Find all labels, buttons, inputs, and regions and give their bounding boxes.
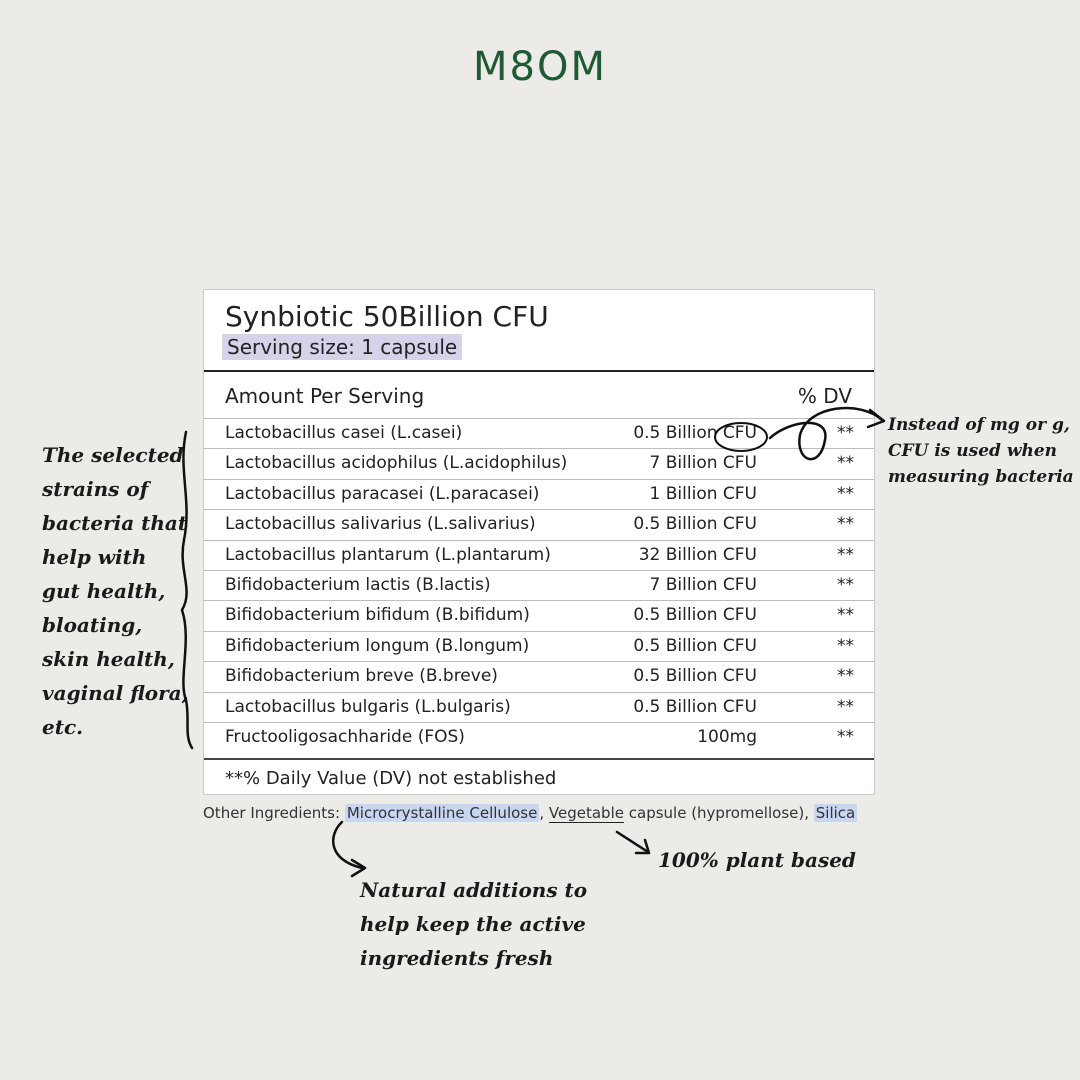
serving-size: Serving size: 1 capsule [222,334,462,360]
ingredient-name: Lactobacillus casei (L.casei) [225,423,463,443]
brace-icon [182,432,192,748]
annotation-line: ingredients fresh [360,946,554,970]
annotation-line: vaginal flora, [42,681,189,705]
annotation-line: gut health, [42,579,166,603]
annotation-plant-based: 100% plant based [658,848,856,872]
ingredient-separator: , [539,804,545,822]
ingredient-name: Lactobacillus bulgaris (L.bulgaris) [225,696,511,717]
annotation-line: Natural additions to [360,878,588,902]
ingredient-amount: 0.5 Billion CFU [633,696,757,717]
ingredient-name: Lactobacillus paracasei (L.paracasei) [225,483,540,504]
ingredient-name: Bifidobacterium longum (B.longum) [225,635,530,656]
annotation-line: etc. [42,715,84,739]
ingredient-capsule: capsule (hypromellose), [623,804,809,822]
ingredient-dv: ** [837,544,854,565]
annotation-line: help with [42,545,147,569]
product-title: Synbiotic 50Billion CFU [225,300,549,333]
ingredient-name: Bifidobacterium bifidum (B.bifidum) [225,605,530,626]
ingredient-amount: 0.5 Billion CFU [633,605,757,626]
curved-arrow-icon [333,822,362,868]
circle-mark-icon [715,423,767,451]
annotation-line: bloating, [42,613,143,637]
ingredient-dv: ** [837,696,854,717]
ingredient-amount: 1 Billion CFU [649,483,757,504]
ingredient-dv: ** [837,453,854,474]
amount-per-serving-header: Amount Per Serving [225,384,425,408]
annotation-line: Instead of mg or g, [888,415,1070,435]
dv-header: % DV [797,384,852,408]
ingredient-amount: 0.5 Billion CFU [633,514,757,535]
ingredient-name: Lactobacillus salivarius (L.salivarius) [225,514,536,535]
ingredient-dv: ** [837,605,854,626]
ingredient-amount: 7 Billion CFU [649,574,757,595]
ingredient-dv: ** [837,423,854,443]
ingredient-microcrystalline-cellulose: Microcrystalline Cellulose [346,804,538,822]
ingredient-amount: 100mg [697,726,757,747]
ingredient-dv: ** [837,483,854,504]
annotation-line: bacteria that [42,511,188,535]
ingredient-dv: ** [837,574,854,595]
ingredient-dv: ** [837,635,854,656]
loop-arrow-icon [770,408,882,459]
annotation-line: help keep the active [360,912,586,936]
ingredient-silica: Silica [815,804,856,822]
ingredient-vegetable: Vegetable [548,804,624,822]
annotation-line: The selected [42,443,184,467]
ingredient-dv: ** [837,514,854,535]
annotation-line: CFU is used when [888,441,1058,461]
ingredient-amount: 0.5 Billion CFU [633,635,757,656]
ingredient-name: Bifidobacterium breve (B.breve) [225,666,498,687]
ingredient-amount: 0.5 Billion CFU [633,666,757,687]
other-ingredients-prefix: Other Ingredients: [203,804,341,822]
annotation-line: measuring bacteria [888,467,1074,487]
ingredient-name: Bifidobacterium lactis (B.lactis) [225,574,491,595]
brand-logo: M8OM [473,44,607,90]
ingredient-dv: ** [837,666,854,687]
ingredient-amount: 32 Billion CFU [638,544,757,565]
ingredient-dv: ** [837,726,854,747]
ingredient-name: Lactobacillus plantarum (L.plantarum) [225,544,551,565]
ingredient-name: Lactobacillus acidophilus (L.acidophilus) [225,453,568,474]
annotation-line: strains of [42,477,149,501]
annotation-line: skin health, [42,647,175,671]
ingredient-name: Fructooligosachharide (FOS) [225,726,465,747]
plant-arrow-icon [617,832,648,852]
dv-footnote: **% Daily Value (DV) not established [225,768,557,789]
ingredient-amount: 0.5 Billion CFU [633,423,757,443]
ingredient-amount: 7 Billion CFU [649,453,757,474]
